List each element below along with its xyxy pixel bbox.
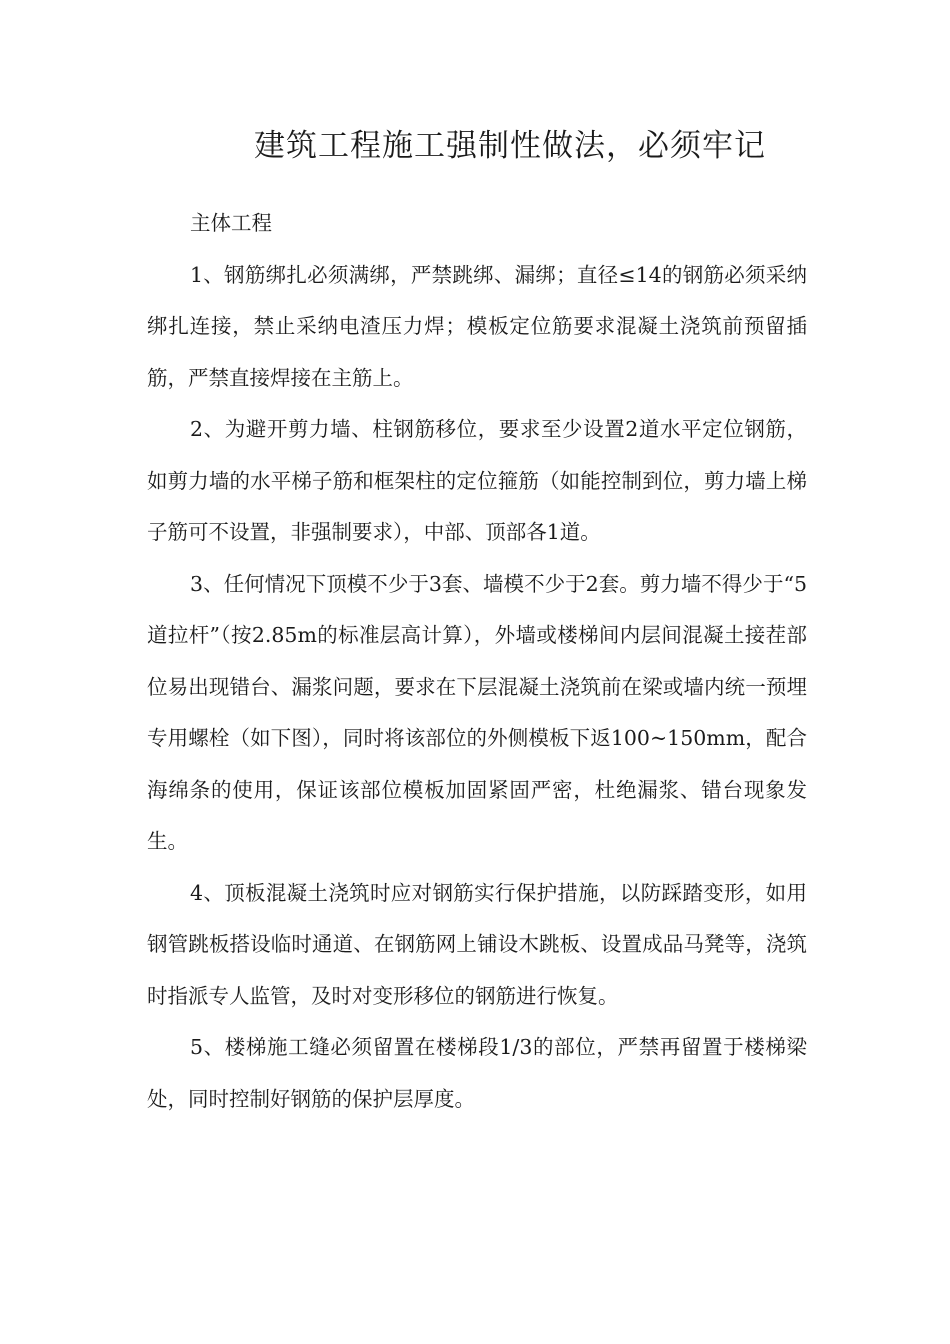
document-body bbox=[147, 198, 807, 1125]
paragraph-3: 3、任何情况下顶模不少于3套、墙模不少于2套。剪力墙不得少于“5道拉杆”（按2.85m的标准层高计算），外墙或楼梯间内层间混凝土接茬部位易出现错台、漏浆问题，要求在下层混凝土浇筑前在梁或墙内统一预埋专用螺栓（如下图），同时将该部位的外侧模板下返100~150mm，配合海绵条的使用，保证该部位模板加固紧固严密，杜绝漏浆、错台现象发生。 bbox=[147, 571, 807, 853]
paragraph-5: 5、楼梯施工缝必须留置在楼梯段1/3的部位，严禁再留置于楼梯梁处，同时控制好钢筋的保护层厚度。 bbox=[147, 1035, 807, 1111]
paragraph-2: 2、为避开剪力墙、柱钢筋移位，要求至少设置2道水平定位钢筋，如剪力墙的水平梯子筋和框架柱的定位箍筋（如能控制到位，剪力墙上梯子筋可不设置，非强制要求），中部、顶部各1道。 bbox=[147, 417, 807, 544]
paragraph-1: 1、钢筋绑扎必须满绑，严禁跳绑、漏绑；直径≤14的钢筋必须采纳绑扎连接，禁止采纳电渣压力焊；模板定位筋要求混凝土浇筑前预留插筋，严禁直接焊接在主筋上。 bbox=[147, 262, 807, 390]
document-title: 建筑工程施工强制性做法，必须牢记 bbox=[254, 128, 766, 164]
paragraph-4: 4、顶板混凝土浇筑时应对钢筋实行保护措施，以防踩踏变形，如用钢管跳板搭设临时通道、在钢筋网上铺设木跳板、设置成品马凳等，浇筑时指派专人监管，及时对变形移位的钢筋进行恢复。 bbox=[147, 880, 807, 1008]
section-heading: 主体工程 bbox=[190, 211, 272, 235]
